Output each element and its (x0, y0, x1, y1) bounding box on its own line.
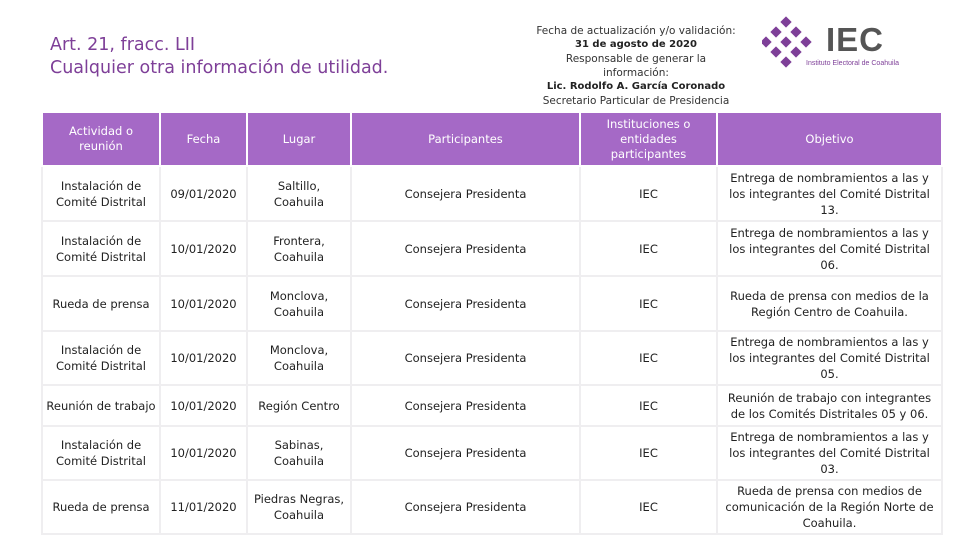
table-cell: Monclova, Coahuila (247, 276, 351, 331)
table-cell: Rueda de prensa (42, 480, 160, 534)
table-cell: IEC (580, 480, 717, 534)
responsible-name: Lic. Rodolfo A. García Coronado (546, 81, 726, 92)
table-row (42, 385, 942, 426)
table-cell: 09/01/2020 (160, 166, 247, 221)
table-row (42, 426, 942, 480)
table-cell: Instalación de Comité Distrital (42, 426, 160, 480)
table-cell: IEC (580, 276, 717, 331)
column-header: Instituciones o entidades participantes (580, 112, 717, 166)
table-cell: 10/01/2020 (160, 426, 247, 480)
table-cell: Consejera Presidenta (351, 385, 580, 426)
column-header: Lugar (247, 112, 351, 166)
table-cell: Consejera Presidenta (351, 221, 580, 276)
logo-text: IEC (826, 21, 885, 58)
table-cell: IEC (580, 331, 717, 385)
update-date: 31 de agosto de 2020 (575, 39, 697, 50)
table-header-row (42, 112, 942, 166)
title-line-2: Cualquier otra información de utilidad. (50, 58, 389, 78)
column-header: Actividad o reunión (42, 112, 160, 166)
table-cell: Entrega de nombramientos a las y los integrantes del Comité Distrital 06. (717, 221, 942, 276)
table-row (42, 166, 942, 221)
table-cell: Entrega de nombramientos a las y los integrantes del Comité Distrital 05. (717, 331, 942, 385)
responsible-label: Responsable de generar la información: (565, 53, 707, 79)
page-title (50, 34, 388, 80)
table-cell: IEC (580, 385, 717, 426)
table-cell: Instalación de Comité Distrital (42, 331, 160, 385)
table-cell: Reunión de trabajo con integrantes de los Comités Distritales 05 y 06. (717, 385, 942, 426)
table-cell: 10/01/2020 (160, 221, 247, 276)
table-cell: IEC (580, 166, 717, 221)
table-cell: Consejera Presidenta (351, 331, 580, 385)
table-cell: Rueda de prensa con medios de comunicación de la Región Norte de Coahuila. (717, 480, 942, 534)
logo-subtitle: Instituto Electoral de Coahuila (806, 60, 899, 67)
update-info (536, 24, 736, 108)
table-cell: Consejera Presidenta (351, 480, 580, 534)
table-cell: Reunión de trabajo (42, 385, 160, 426)
table-cell: Instalación de Comité Distrital (42, 166, 160, 221)
table-cell: Sabinas, Coahuila (247, 426, 351, 480)
logo-diamonds (762, 16, 812, 67)
table-cell: Piedras Negras, Coahuila (247, 480, 351, 534)
table-cell: Consejera Presidenta (351, 426, 580, 480)
column-header: Participantes (351, 112, 580, 166)
table-cell: Monclova, Coahuila (247, 331, 351, 385)
table-cell: 10/01/2020 (160, 276, 247, 331)
table-cell: 11/01/2020 (160, 480, 247, 534)
table-cell: Rueda de prensa (42, 276, 160, 331)
column-header: Fecha (160, 112, 247, 166)
table-cell: 10/01/2020 (160, 385, 247, 426)
activities-table (41, 111, 943, 535)
table-cell: Consejera Presidenta (351, 276, 580, 331)
table-cell: Consejera Presidenta (351, 166, 580, 221)
column-header: Objetivo (717, 112, 942, 166)
table-cell: Instalación de Comité Distrital (42, 221, 160, 276)
title-line-1: Art. 21, fracc. LII (50, 35, 196, 55)
table-cell: Entrega de nombramientos a las y los integrantes del Comité Distrital 13. (717, 166, 942, 221)
table-row (42, 276, 942, 331)
table-cell: Frontera, Coahuila (247, 221, 351, 276)
update-label: Fecha de actualización y/o validación: (536, 25, 736, 37)
table-cell: IEC (580, 426, 717, 480)
table-cell: Saltillo, Coahuila (247, 166, 351, 221)
table-row (42, 331, 942, 385)
table-cell: Entrega de nombramientos a las y los integrantes del Comité Distrital 03. (717, 426, 942, 480)
table-cell: Región Centro (247, 385, 351, 426)
table-row (42, 480, 942, 534)
table-cell: 10/01/2020 (160, 331, 247, 385)
table-cell: Rueda de prensa con medios de la Región Centro de Coahuila. (717, 276, 942, 331)
table-row (42, 221, 942, 276)
table-cell: IEC (580, 221, 717, 276)
responsible-role: Secretario Particular de Presidencia (542, 95, 730, 107)
